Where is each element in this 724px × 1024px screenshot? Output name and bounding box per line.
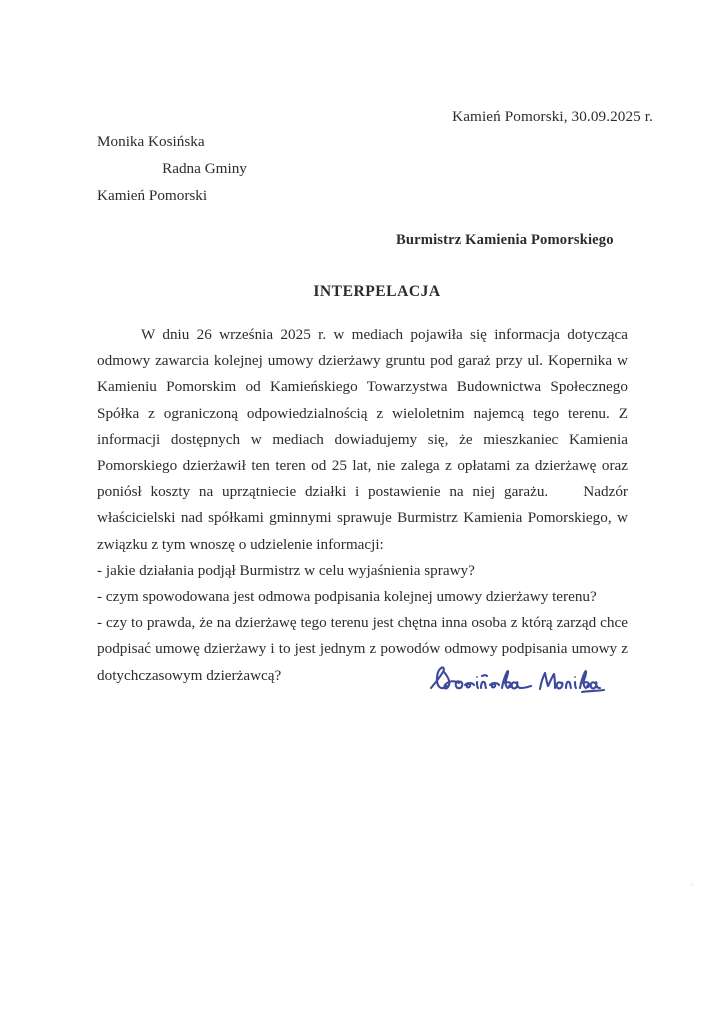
document-body bbox=[97, 322, 628, 689]
recipient-heading: Burmistrz Kamienia Pomorskiego bbox=[396, 232, 614, 248]
supervision-text: Nadzór właścicielski nad spółkami gminnymi sprawuje Burmistrz Kamienia Pomorskiego, w związku z tym wnoszę o udzielenie informacji: bbox=[97, 483, 628, 553]
document-title: INTERPELACJA bbox=[313, 283, 441, 300]
sender-role: Radna Gminy bbox=[162, 160, 247, 177]
handwritten-signature bbox=[424, 658, 614, 704]
scan-speck bbox=[690, 883, 693, 886]
sender-block bbox=[97, 128, 312, 209]
sender-municipality: Kamień Pomorski bbox=[97, 187, 208, 204]
question-item: - jakie działania podjął Burmistrz w celu wyjaśnienia sprawy? bbox=[97, 561, 475, 579]
question-item: - czym spowodowana jest odmowa podpisania kolejnej umowy dzierżawy terenu? bbox=[97, 588, 597, 606]
body-paragraph-intro bbox=[97, 322, 628, 558]
justification-gap bbox=[548, 483, 583, 500]
signature-ink-icon bbox=[424, 658, 614, 704]
question-item: - czy to prawda, że na dzierżawę tego terenu jest chętna inna osoba z którą zarząd chce podpisać umowę dzierżawy i to jest jednym z powodów odmowy podpisania umowy z dotychczasowym dzierżawcą? bbox=[97, 614, 628, 684]
sender-name: Monika Kosińska bbox=[97, 133, 205, 150]
intro-text: W dniu 26 września 2025 r. w mediach pojawiła się informacja dotycząca odmowy zawarcia kolejnej umowy dzierżawy gruntu pod garaż przy ul. Kopernika w Kamieniu Pomorskim od Kamieńskiego Towarzystwa Budownictwa Społecznego Spółka z ograniczoną odpowiedzialnością z wieloletnim najemcą tego terenu. Z informacji dostępnych w mediach dowiadujemy się, że mieszkaniec Kamienia Pomorskiego dzierżawił ten teren od 25 lat, nie zalega z opłatami za dzierżawę oraz poniósł koszty na uprzątniecie działki i postawienie na niej garażu. bbox=[97, 326, 628, 501]
date-line: Kamień Pomorski, 30.09.2025 r. bbox=[452, 108, 653, 125]
